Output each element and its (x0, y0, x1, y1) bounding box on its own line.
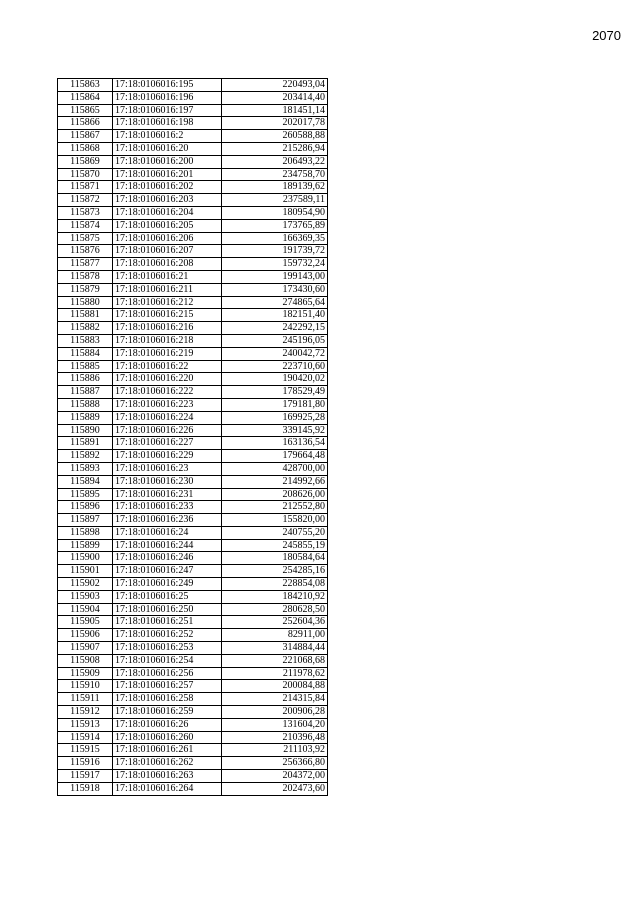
cadastral-value-cell: 191739,72 (222, 245, 328, 258)
cadastral-value-cell: 228854,08 (222, 578, 328, 591)
row-number-cell: 115870 (58, 168, 113, 181)
cadastral-value-cell: 428700,00 (222, 462, 328, 475)
row-number-cell: 115876 (58, 245, 113, 258)
row-number-cell: 115910 (58, 680, 113, 693)
cadastral-number-cell: 17:18:0106016:195 (113, 79, 222, 92)
cadastral-value-cell: 204372,00 (222, 770, 328, 783)
cadastral-number-cell: 17:18:0106016:205 (113, 219, 222, 232)
cadastral-value-cell: 202017,78 (222, 117, 328, 130)
table-row (58, 770, 328, 783)
cadastral-number-cell: 17:18:0106016:196 (113, 91, 222, 104)
cadastral-value-cell: 200906,28 (222, 706, 328, 719)
cadastral-number-cell: 17:18:0106016:229 (113, 450, 222, 463)
row-number-cell: 115905 (58, 616, 113, 629)
row-number-cell: 115889 (58, 411, 113, 424)
table-row (58, 398, 328, 411)
table-row (58, 373, 328, 386)
row-number-cell: 115879 (58, 283, 113, 296)
row-number-cell: 115899 (58, 539, 113, 552)
cadastral-value-cell: 179664,48 (222, 450, 328, 463)
cadastral-number-cell: 17:18:0106016:22 (113, 360, 222, 373)
cadastral-value-cell: 280628,50 (222, 603, 328, 616)
table-row (58, 386, 328, 399)
cadastral-value-cell: 237589,11 (222, 194, 328, 207)
cadastral-number-cell: 17:18:0106016:224 (113, 411, 222, 424)
row-number-cell: 115900 (58, 552, 113, 565)
row-number-cell: 115863 (58, 79, 113, 92)
table-row (58, 296, 328, 309)
cadastral-number-cell: 17:18:0106016:258 (113, 693, 222, 706)
cadastral-number-cell: 17:18:0106016:261 (113, 744, 222, 757)
cadastral-value-cell: 203414,40 (222, 91, 328, 104)
cadastral-value-cell: 131604,20 (222, 718, 328, 731)
cadastral-number-cell: 17:18:0106016:207 (113, 245, 222, 258)
row-number-cell: 115903 (58, 590, 113, 603)
cadastral-value-cell: 274865,64 (222, 296, 328, 309)
cadastral-value-cell: 163136,54 (222, 437, 328, 450)
cadastral-number-cell: 17:18:0106016:200 (113, 155, 222, 168)
cadastral-value-cell: 252604,36 (222, 616, 328, 629)
cadastral-value-cell: 260588,88 (222, 130, 328, 143)
row-number-cell: 115915 (58, 744, 113, 757)
table-row (58, 782, 328, 795)
row-number-cell: 115866 (58, 117, 113, 130)
table-row (58, 718, 328, 731)
cadastral-number-cell: 17:18:0106016:257 (113, 680, 222, 693)
row-number-cell: 115891 (58, 437, 113, 450)
cadastral-value-cell: 339145,92 (222, 424, 328, 437)
table-row (58, 360, 328, 373)
table-row (58, 514, 328, 527)
cadastral-value-cell: 173765,89 (222, 219, 328, 232)
cadastral-value-cell: 169925,28 (222, 411, 328, 424)
cadastral-number-cell: 17:18:0106016:233 (113, 501, 222, 514)
table-row (58, 693, 328, 706)
row-number-cell: 115864 (58, 91, 113, 104)
row-number-cell: 115917 (58, 770, 113, 783)
row-number-cell: 115883 (58, 334, 113, 347)
row-number-cell: 115886 (58, 373, 113, 386)
table-row (58, 194, 328, 207)
cadastral-number-cell: 17:18:0106016:208 (113, 258, 222, 271)
row-number-cell: 115892 (58, 450, 113, 463)
table-row (58, 462, 328, 475)
cadastral-number-cell: 17:18:0106016:220 (113, 373, 222, 386)
cadastral-value-cell: 256366,80 (222, 757, 328, 770)
cadastral-value-cell: 254285,16 (222, 565, 328, 578)
table-row (58, 603, 328, 616)
cadastral-value-cell: 245196,05 (222, 334, 328, 347)
table-row (58, 283, 328, 296)
row-number-cell: 115901 (58, 565, 113, 578)
cadastral-number-cell: 17:18:0106016:216 (113, 322, 222, 335)
cadastral-value-cell: 180584,64 (222, 552, 328, 565)
row-number-cell: 115887 (58, 386, 113, 399)
cadastral-value-cell: 184210,92 (222, 590, 328, 603)
table-row (58, 475, 328, 488)
table-row (58, 232, 328, 245)
table-row (58, 526, 328, 539)
row-number-cell: 115885 (58, 360, 113, 373)
cadastral-value-cell: 211978,62 (222, 667, 328, 680)
cadastral-number-cell: 17:18:0106016:231 (113, 488, 222, 501)
row-number-cell: 115896 (58, 501, 113, 514)
table-row (58, 590, 328, 603)
cadastral-number-cell: 17:18:0106016:2 (113, 130, 222, 143)
table-row (58, 334, 328, 347)
cadastral-number-cell: 17:18:0106016:259 (113, 706, 222, 719)
cadastral-value-cell: 206493,22 (222, 155, 328, 168)
cadastral-number-cell: 17:18:0106016:212 (113, 296, 222, 309)
table-row (58, 744, 328, 757)
cadastral-number-cell: 17:18:0106016:25 (113, 590, 222, 603)
row-number-cell: 115868 (58, 142, 113, 155)
row-number-cell: 115914 (58, 731, 113, 744)
table-row (58, 245, 328, 258)
table-row (58, 258, 328, 271)
table-row (58, 270, 328, 283)
row-number-cell: 115913 (58, 718, 113, 731)
cadastral-number-cell: 17:18:0106016:236 (113, 514, 222, 527)
cadastral-number-cell: 17:18:0106016:260 (113, 731, 222, 744)
cadastral-number-cell: 17:18:0106016:23 (113, 462, 222, 475)
table-row (58, 680, 328, 693)
cadastral-number-cell: 17:18:0106016:223 (113, 398, 222, 411)
cadastral-number-cell: 17:18:0106016:198 (113, 117, 222, 130)
cadastral-value-cell: 181451,14 (222, 104, 328, 117)
table-row (58, 219, 328, 232)
table-row (58, 181, 328, 194)
table-row (58, 347, 328, 360)
cadastral-number-cell: 17:18:0106016:252 (113, 629, 222, 642)
row-number-cell: 115881 (58, 309, 113, 322)
row-number-cell: 115877 (58, 258, 113, 271)
row-number-cell: 115893 (58, 462, 113, 475)
cadastral-number-cell: 17:18:0106016:254 (113, 654, 222, 667)
table-row (58, 552, 328, 565)
table-row (58, 654, 328, 667)
row-number-cell: 115908 (58, 654, 113, 667)
cadastral-number-cell: 17:18:0106016:227 (113, 437, 222, 450)
cadastral-number-cell: 17:18:0106016:253 (113, 642, 222, 655)
cadastral-number-cell: 17:18:0106016:201 (113, 168, 222, 181)
page-number: 2070 (592, 28, 621, 43)
row-number-cell: 115902 (58, 578, 113, 591)
cadastral-number-cell: 17:18:0106016:211 (113, 283, 222, 296)
cadastral-number-cell: 17:18:0106016:262 (113, 757, 222, 770)
cadastral-number-cell: 17:18:0106016:206 (113, 232, 222, 245)
cadastral-value-cell: 173430,60 (222, 283, 328, 296)
row-number-cell: 115875 (58, 232, 113, 245)
table-row (58, 117, 328, 130)
cadastral-number-cell: 17:18:0106016:21 (113, 270, 222, 283)
cadastral-number-cell: 17:18:0106016:219 (113, 347, 222, 360)
cadastral-value-cell: 234758,70 (222, 168, 328, 181)
table-row (58, 142, 328, 155)
row-number-cell: 115918 (58, 782, 113, 795)
cadastral-number-cell: 17:18:0106016:244 (113, 539, 222, 552)
table-row (58, 629, 328, 642)
table-row (58, 309, 328, 322)
cadastral-value-cell: 314884,44 (222, 642, 328, 655)
row-number-cell: 115894 (58, 475, 113, 488)
row-number-cell: 115880 (58, 296, 113, 309)
cadastral-value-cell: 210396,48 (222, 731, 328, 744)
cadastral-value-cell: 223710,60 (222, 360, 328, 373)
row-number-cell: 115897 (58, 514, 113, 527)
cadastral-value-cell: 245855,19 (222, 539, 328, 552)
cadastral-value-cell: 189139,62 (222, 181, 328, 194)
row-number-cell: 115882 (58, 322, 113, 335)
cadastral-number-cell: 17:18:0106016:215 (113, 309, 222, 322)
cadastral-value-cell: 190420,02 (222, 373, 328, 386)
cadastral-number-cell: 17:18:0106016:247 (113, 565, 222, 578)
cadastral-value-cell: 221068,68 (222, 654, 328, 667)
cadastral-number-cell: 17:18:0106016:203 (113, 194, 222, 207)
cadastral-number-cell: 17:18:0106016:256 (113, 667, 222, 680)
table-row (58, 424, 328, 437)
cadastral-value-cell: 159732,24 (222, 258, 328, 271)
row-number-cell: 115873 (58, 206, 113, 219)
table-row (58, 91, 328, 104)
cadastral-value-cell: 212552,80 (222, 501, 328, 514)
row-number-cell: 115916 (58, 757, 113, 770)
cadastral-number-cell: 17:18:0106016:264 (113, 782, 222, 795)
row-number-cell: 115895 (58, 488, 113, 501)
table-row (58, 488, 328, 501)
cadastral-value-cell: 200084,88 (222, 680, 328, 693)
table-row (58, 104, 328, 117)
cadastral-number-cell: 17:18:0106016:263 (113, 770, 222, 783)
row-number-cell: 115865 (58, 104, 113, 117)
table-row (58, 130, 328, 143)
cadastral-number-cell: 17:18:0106016:204 (113, 206, 222, 219)
table-row (58, 437, 328, 450)
table-row (58, 616, 328, 629)
cadastral-value-cell: 202473,60 (222, 782, 328, 795)
cadastral-number-cell: 17:18:0106016:246 (113, 552, 222, 565)
cadastral-number-cell: 17:18:0106016:24 (113, 526, 222, 539)
row-number-cell: 115909 (58, 667, 113, 680)
cadastral-number-cell: 17:18:0106016:26 (113, 718, 222, 731)
cadastral-value-cell: 214992,66 (222, 475, 328, 488)
cadastral-value-cell: 220493,04 (222, 79, 328, 92)
cadastral-value-cell: 82911,00 (222, 629, 328, 642)
table-row (58, 757, 328, 770)
cadastral-value-cell: 240755,20 (222, 526, 328, 539)
table-row (58, 667, 328, 680)
table-row (58, 706, 328, 719)
cadastral-value-cell: 211103,92 (222, 744, 328, 757)
table-row (58, 501, 328, 514)
table-row (58, 206, 328, 219)
row-number-cell: 115904 (58, 603, 113, 616)
cadastral-value-cell: 214315,84 (222, 693, 328, 706)
row-number-cell: 115884 (58, 347, 113, 360)
cadastral-number-cell: 17:18:0106016:251 (113, 616, 222, 629)
row-number-cell: 115907 (58, 642, 113, 655)
cadastral-value-cell: 166369,35 (222, 232, 328, 245)
row-number-cell: 115872 (58, 194, 113, 207)
row-number-cell: 115869 (58, 155, 113, 168)
table-body (58, 79, 328, 796)
cadastral-value-cell: 182151,40 (222, 309, 328, 322)
row-number-cell: 115898 (58, 526, 113, 539)
table-row (58, 731, 328, 744)
cadastral-number-cell: 17:18:0106016:197 (113, 104, 222, 117)
row-number-cell: 115867 (58, 130, 113, 143)
row-number-cell: 115878 (58, 270, 113, 283)
cadastral-value-cell: 180954,90 (222, 206, 328, 219)
row-number-cell: 115888 (58, 398, 113, 411)
table-row (58, 155, 328, 168)
cadastral-number-cell: 17:18:0106016:20 (113, 142, 222, 155)
row-number-cell: 115906 (58, 629, 113, 642)
table-row (58, 322, 328, 335)
table-row (58, 411, 328, 424)
cadastral-number-cell: 17:18:0106016:222 (113, 386, 222, 399)
table-row (58, 168, 328, 181)
table-row (58, 79, 328, 92)
cadastral-value-cell: 208626,00 (222, 488, 328, 501)
table-row (58, 539, 328, 552)
row-number-cell: 115871 (58, 181, 113, 194)
row-number-cell: 115890 (58, 424, 113, 437)
cadastral-value-table (57, 78, 328, 796)
row-number-cell: 115912 (58, 706, 113, 719)
row-number-cell: 115911 (58, 693, 113, 706)
table-row (58, 450, 328, 463)
cadastral-number-cell: 17:18:0106016:250 (113, 603, 222, 616)
row-number-cell: 115874 (58, 219, 113, 232)
table-row (58, 642, 328, 655)
table-row (58, 565, 328, 578)
cadastral-value-cell: 240042,72 (222, 347, 328, 360)
cadastral-value-cell: 199143,00 (222, 270, 328, 283)
cadastral-value-cell: 178529,49 (222, 386, 328, 399)
cadastral-number-cell: 17:18:0106016:230 (113, 475, 222, 488)
table-row (58, 578, 328, 591)
cadastral-value-cell: 179181,80 (222, 398, 328, 411)
cadastral-value-cell: 155820,00 (222, 514, 328, 527)
cadastral-number-cell: 17:18:0106016:226 (113, 424, 222, 437)
cadastral-number-cell: 17:18:0106016:218 (113, 334, 222, 347)
cadastral-value-cell: 242292,15 (222, 322, 328, 335)
cadastral-value-cell: 215286,94 (222, 142, 328, 155)
cadastral-number-cell: 17:18:0106016:202 (113, 181, 222, 194)
cadastral-number-cell: 17:18:0106016:249 (113, 578, 222, 591)
